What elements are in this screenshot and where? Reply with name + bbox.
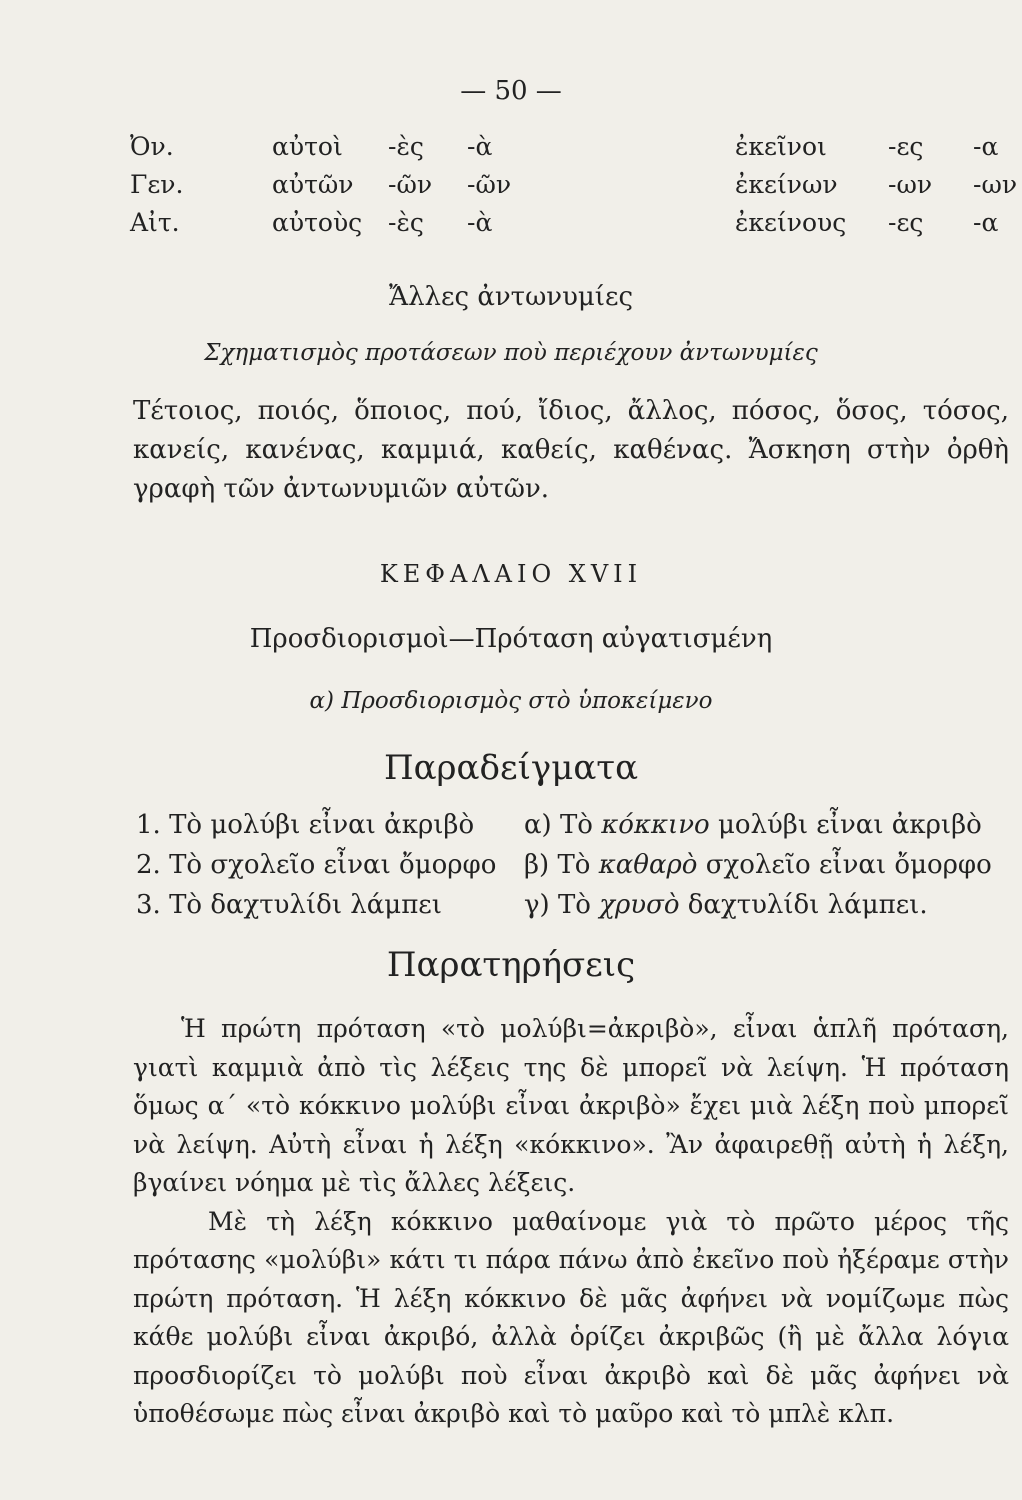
example-label: α) Τὸ <box>524 810 602 840</box>
pronoun-form: ἐκείνων <box>735 170 838 199</box>
chapter-title: ΚΕΦΑΛΑΙΟ XVII <box>379 560 643 588</box>
example-modifier: κόκκινο <box>601 810 710 840</box>
ending: -ὲς <box>388 132 424 161</box>
pronoun-form: αὐτοὶ <box>272 132 343 161</box>
declension-table <box>130 132 1018 246</box>
pronoun-form: αὐτῶν <box>272 170 354 199</box>
case-label: Γεν. <box>130 170 184 199</box>
example-row <box>136 890 1016 930</box>
notes-paragraph: Μὲ τὴ λέξη κόκκινο μαθαίνομε γιὰ τὸ πρῶτο μέρος τῆς πρότασης «μολύβι» κάτι τι πάρα πάνω ἀπὸ ἐκεῖνο ποὺ ἠξέραμε στὴν πρώτη πρόταση. Ἡ λέξη κόκκινο δὲ μᾶς ἀφήνει νὰ νομίζωμε πὼς κάθε μολύβι εἶναι ἀκριβό, ἀλλὰ ὁρίζει ἀκριβῶς (ἢ μὲ ἄλλα λόγια προσδιορίζει τὸ μολύβι ποὺ εἶναι ἀκριβὸ καὶ δὲ μᾶς ἀφήνει νὰ ὑποθέσωμε πὼς εἶναι ἀκριβὸ καὶ τὸ μαῦρο καὶ τὸ μπλὲ κλπ. <box>133 1206 1009 1428</box>
example-simple: 3. Τὸ δαχτυλίδι λάμπει <box>136 890 442 920</box>
ending: -α <box>973 132 999 161</box>
ending: -ες <box>888 208 924 237</box>
section-title: α) Προσδιορισμὸς στὸ ὑποκείμενο <box>309 688 713 714</box>
pronoun-form: ἐκεῖνοι <box>735 132 827 161</box>
declension-row <box>130 170 1018 208</box>
example-simple: 2. Τὸ σχολεῖο εἶναι ὄμορφο <box>136 850 497 880</box>
example-expanded <box>524 850 992 880</box>
case-label: Ὀν. <box>130 132 174 161</box>
ending: -ῶν <box>467 170 512 199</box>
example-rest: δαχτυλίδι λάμπει. <box>679 890 928 920</box>
ending: -α <box>973 208 999 237</box>
example-simple: 1. Τὸ μολύβι εἶναι ἀκριβὸ <box>136 810 475 840</box>
declension-row <box>130 208 1010 246</box>
ending: -ὰ <box>467 208 493 237</box>
example-expanded <box>524 810 982 840</box>
case-label: Αἰτ. <box>130 208 180 237</box>
ending: -ες <box>888 132 924 161</box>
declension-row <box>130 132 1010 170</box>
pronoun-paragraph: Τέτοιος, ποιός, ὅποιος, πού, ἴδιος, ἄλλος, πόσος, ὅσος, τόσος, κανείς, κανένας, καμμιά, καθείς, καθένας. Ἄσκηση στὴν ὀρθὴ γραφὴ τῶν ἀντωνυμιῶν αὐτῶν. <box>133 396 1009 504</box>
heading-formation: Σχηματισμὸς προτάσεων ποὺ περιέχουν ἀντωνυμίες <box>204 340 818 366</box>
examples-list <box>136 810 1016 930</box>
pronoun-form: ἐκείνους <box>735 208 847 237</box>
example-label: γ) Τὸ <box>524 890 600 920</box>
ending: -ὰ <box>467 132 493 161</box>
ending: -ων <box>888 170 933 199</box>
example-expanded <box>524 890 928 920</box>
example-modifier: καθαρὸ <box>598 850 698 880</box>
ending: -ων <box>973 170 1018 199</box>
example-label: β) Τὸ <box>524 850 599 880</box>
example-modifier: χρυσὸ <box>599 890 680 920</box>
examples-heading: Παραδείγματα <box>383 748 639 788</box>
example-row <box>136 810 1016 850</box>
notes-body <box>133 1010 1009 1434</box>
chapter-subtitle: Προσδιορισμοὶ—Πρόταση αὐγατισμένη <box>249 624 773 654</box>
notes-heading: Παρατηρήσεις <box>386 945 636 985</box>
ending: -ὲς <box>388 208 424 237</box>
example-rest: σχολεῖο εἶναι ὄμορφο <box>697 850 992 880</box>
notes-paragraph: Ἡ πρώτη πρόταση «τὸ μολύβι=ἀκριβὸ», εἶναι ἁπλῆ πρόταση, γιατὶ καμμιὰ ἀπὸ τὶς λέξεις της δὲ μπορεῖ νὰ λείψη. Ἡ πρόταση ὅμως α΄ «τὸ κόκκινο μολύβι εἶναι ἀκριβὸ» ἔχει μιὰ λέξη ποὺ μπορεῖ νὰ λείψη. Αὐτὴ εἶναι ἡ λέξη «κόκκινο». Ἂν ἀφαιρεθῇ αὐτὴ ἡ λέξη, βγαίνει νόημα μὲ τὶς ἄλλες λέξεις. <box>133 1014 1009 1197</box>
page-number: — 50 — <box>460 76 562 106</box>
example-rest: μολύβι εἶναι ἀκριβὸ <box>709 810 982 840</box>
example-row <box>136 850 1016 890</box>
heading-other-pronouns: Ἄλλες ἀντωνυμίες <box>388 282 634 312</box>
ending: -ῶν <box>388 170 433 199</box>
pronoun-form: αὐτοὺς <box>272 208 363 237</box>
